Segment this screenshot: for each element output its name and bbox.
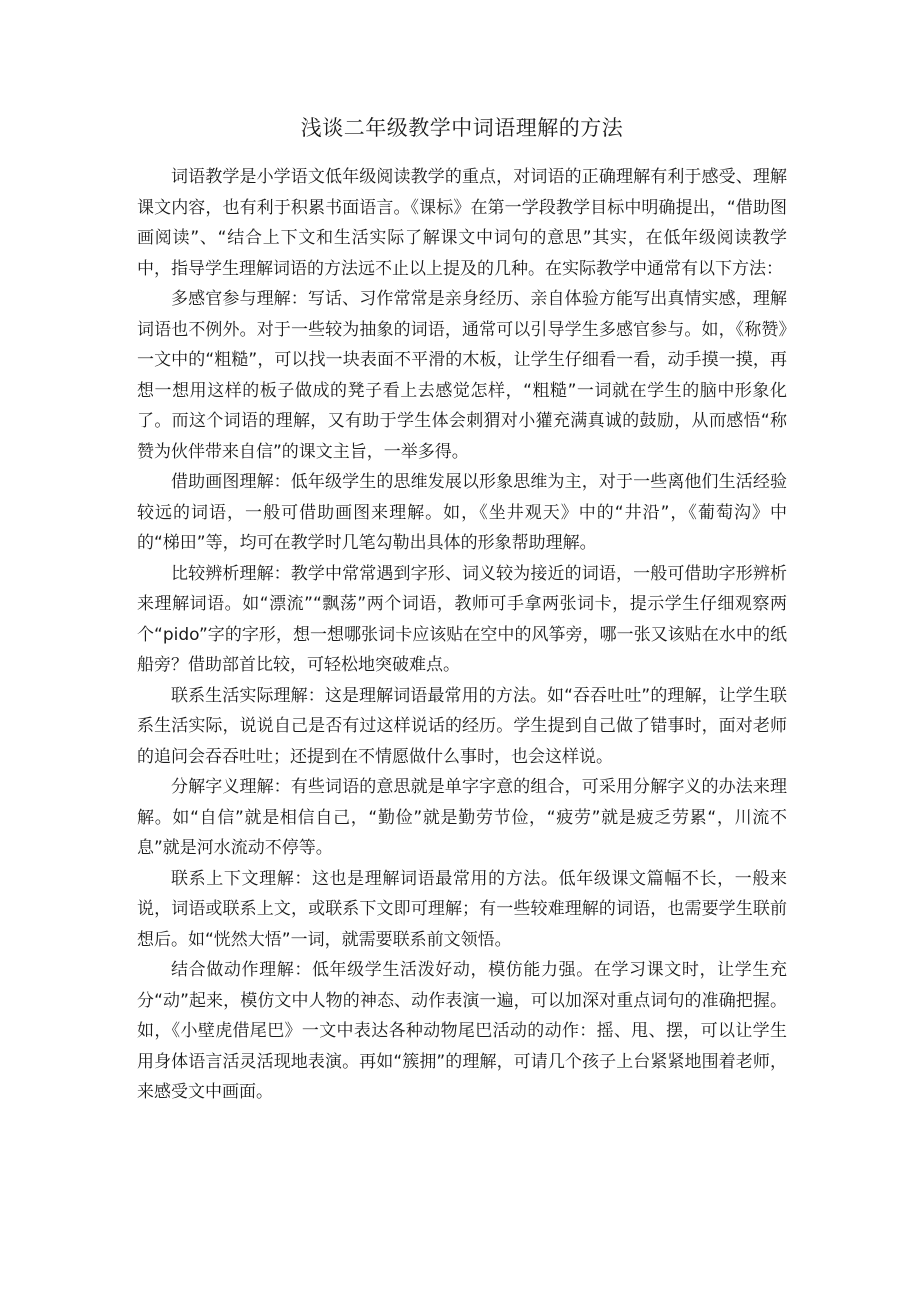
- document-body: [137, 112, 787, 1108]
- paragraph-intro: 词语教学是小学语文低年级阅读教学的重点，对词语的正确理解有利于感受、理解课文内容，也有利于积累书面语言。《课标》在第一学段教学目标中明确提出，“借助图画阅读”、“结合上下文和生活实际了解课文中词句的意思”其实，在低年级阅读教学中，指导学生理解词语的方法远不止以上提及的几种。在实际教学中通常有以下方法：: [137, 167, 787, 279]
- paragraph-multi-sensory: 多感官参与理解：写话、习作常常是亲身经历、亲自体验方能写出真情实感，理解词语也不例外。对于一些较为抽象的词语，通常可以引导学生多感官参与。如，《称赞》一文中的“粗糙”，可以找一块表面不平滑的木板，让学生仔细看一看，动手摸一摸，再想一想用这样的板子做成的凳子看上去感觉怎样，“粗糙”一词就在学生的脑中形象化了。而这个词语的理解，又有助于学生体会刺猬对小獾充满真诚的鼓励，从而感悟“称赞为伙伴带来自信”的课文主旨，一举多得。: [137, 289, 787, 462]
- paragraph-drawing: 借助画图理解：低年级学生的思维发展以形象思维为主，对于一些离他们生活经验较远的词语，一般可借助画图来理解。如，《坐井观天》中的“井沿”，《葡萄沟》中的“梯田”等，均可在教学时几笔勾勒出具体的形象帮助理解。: [137, 472, 787, 553]
- paragraph-comparison: 比较辨析理解：教学中常常遇到字形、词义较为接近的词语，一般可借助字形辨析来理解词语。如“漂流”“飘荡”两个词语，教师可手拿两张词卡，提示学生仔细观察两个“pido”字的字形，想一想哪张词卡应该贴在空中的风筝旁，哪一张又该贴在水中的纸船旁？借助部首比较，可轻松地突破难点。: [137, 563, 787, 675]
- paragraph-life-experience: 联系生活实际理解：这是理解词语最常用的方法。如“吞吞吐吐”的理解，让学生联系生活实际，说说自己是否有过这样说话的经历。学生提到自己做了错事时，面对老师的追问会吞吞吐吐；还提到在不情愿做什么事时，也会这样说。: [137, 685, 787, 767]
- paragraph-context: 联系上下文理解：这也是理解词语最常用的方法。低年级课文篇幅不长，一般来说，词语或联系上文，或联系下文即可理解；有一些较难理解的词语，也需要学生联前想后。如“恍然大悟”一词，就需要联系前文领悟。: [137, 868, 787, 950]
- paragraph-character-meaning: 分解字义理解：有些词语的意思就是单字字意的组合，可采用分解字义的办法来理解。如“自信”就是相信自己，“勤俭”就是勤劳节俭，“疲劳”就是疲乏劳累“，川流不息”就是河水流动不停等。: [137, 777, 787, 858]
- document-title: 浅谈二年级教学中词语理解的方法: [300, 116, 624, 140]
- paragraph-actions: 结合做动作理解：低年级学生活泼好动，模仿能力强。在学习课文时，让学生充分“动”起来，模仿文中人物的神态、动作表演一遍，可以加深对重点词句的准确把握。如，《小壁虎借尾巴》一文中表达各种动物尾巴活动的动作：摇、甩、摆，可以让学生用身体语言活灵活现地表演。再如“簇拥”的理解，可请几个孩子上台紧紧地围着老师，来感受文中画面。: [137, 960, 787, 1102]
